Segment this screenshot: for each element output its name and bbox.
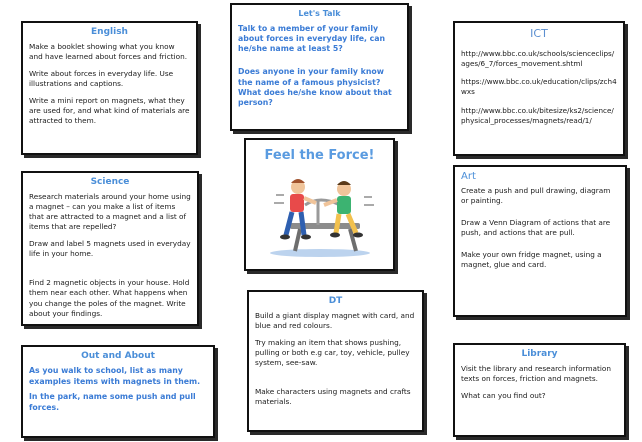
art-heading: Art [461,171,476,182]
science-paragraph: Find 2 magnetic objects in your house. Hold them near each other. What happens when you change the poles of the magnet. Write about your findings. [29,278,190,318]
art-paragraph: Create a push and pull drawing, diagram or painting. [461,186,611,206]
art-card [453,165,627,317]
lets-talk-heading: Let's Talk [298,9,341,18]
dt-card [247,290,424,432]
english-paragraph: Make a booklet showing what you know and have learned about forces and friction. [29,42,188,62]
ict-heading: ICT [530,27,548,40]
ict-link[interactable]: https://www.bbc.co.uk/education/clips/zch4wxs [461,77,617,97]
feel-the-force-title: Feel the Force! [264,148,375,163]
art-paragraph: Draw a Venn Diagram of actions that are push, and actions that are pull. [461,218,611,238]
library-heading: Library [521,349,558,359]
english-paragraph: Write a mini report on magnets, what they are used for, and what kind of materials are attracted to them. [29,96,190,126]
ict-card [453,21,625,156]
science-paragraph: Research materials around your home using a magnet – can you make a list of items that are attracted to a magnet and a list of items that are repelled? [29,192,191,232]
ict-link[interactable]: http://www.bbc.co.uk/bitesize/ks2/science/physical_processes/magnets/read/1/ [461,105,614,125]
children-seesaw-illustration [260,165,380,260]
dt-paragraph: Build a giant display magnet with card, and blue and red colours. [255,311,415,331]
art-paragraph: Make your own fridge magnet, using a magnet, glue and card. [461,250,602,270]
lets-talk-paragraph: Talk to a member of your family about forces in everyday life, can he/she name at least 5? [238,24,386,54]
ict-link[interactable]: http://www.bbc.co.uk/schools/scienceclips/ages/6_7/forces_movement.shtml [461,49,615,68]
out-and-about-paragraph: In the park, name some push and pull forces. [29,392,196,412]
lets-talk-card [230,3,409,131]
lets-talk-paragraph: Does anyone in your family know the name of a famous physicist? What does he/she know about that person? [238,67,392,107]
science-card [21,171,199,326]
out-and-about-card [21,345,215,438]
library-paragraph: Visit the library and research information texts on forces, friction and magnets. [461,364,612,384]
english-card [21,21,198,155]
science-heading: Science [90,177,130,187]
out-and-about-paragraph: As you walk to school, list as many examples items with magnets in them. [29,366,201,386]
feel-the-force-card [244,138,395,271]
dt-heading: DT [328,296,343,306]
english-heading: English [91,27,128,37]
dt-paragraph: Make characters using magnets and crafts materials. [255,387,411,407]
out-and-about-heading: Out and About [81,351,155,361]
library-paragraph: What can you find out? [461,391,546,401]
english-paragraph: Write about forces in everyday life. Use illustrations and captions. [29,69,174,89]
library-card [453,343,626,437]
dt-paragraph: Try making an item that shows pushing, pulling or both e.g car, toy, vehicle, pulley system, see-saw. [255,338,410,368]
science-paragraph: Draw and label 5 magnets used in everyday life in your home. [29,239,191,259]
